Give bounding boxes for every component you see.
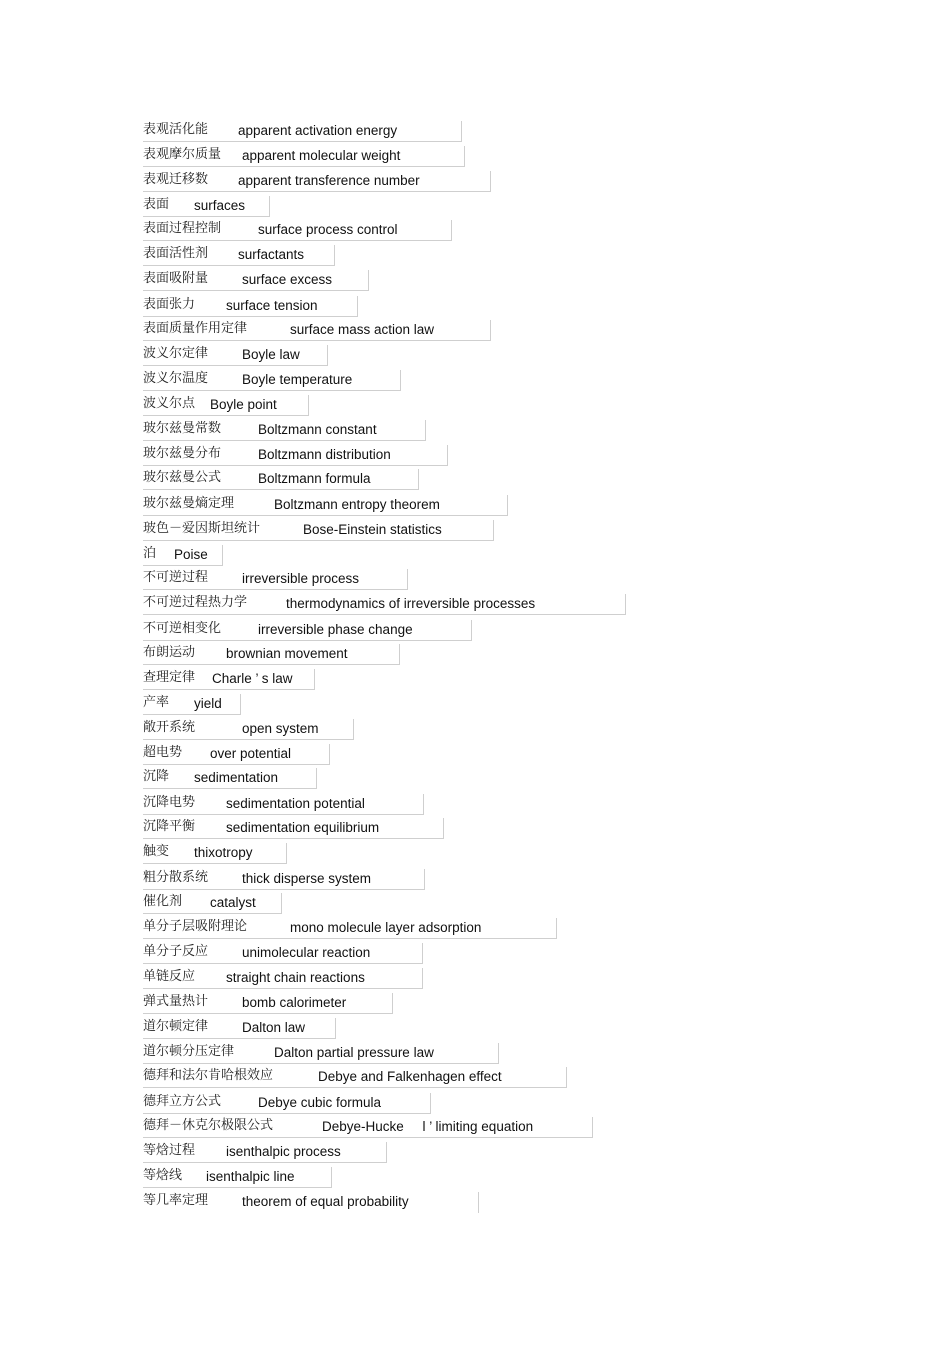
term-chinese: 玻尔兹曼分布 (143, 446, 222, 461)
term-chinese: 单分子反应 (143, 944, 209, 959)
term-chinese: 等焓线 (143, 1168, 183, 1183)
glossary-entry (143, 196, 270, 217)
term-english: apparent molecular weight (242, 148, 401, 163)
term-english: isenthalpic process (226, 1144, 341, 1159)
term-chinese: 道尔顿分压定律 (143, 1044, 235, 1059)
term-chinese: 超电势 (143, 745, 183, 760)
term-chinese: 布朗运动 (143, 645, 196, 660)
term-chinese: 玻尔兹曼熵定理 (143, 496, 235, 511)
glossary-entry (143, 694, 241, 715)
term-chinese: 波义尔定律 (143, 346, 209, 361)
glossary-entry (143, 245, 335, 266)
term-chinese: 不可逆过程 (143, 570, 209, 585)
term-english: surface process control (258, 222, 398, 237)
glossary-entry (143, 469, 419, 490)
term-english: irreversible process (242, 571, 360, 586)
term-chinese: 玻色－爱因斯坦统计 (143, 521, 261, 536)
term-english: bomb calorimeter (242, 995, 347, 1010)
glossary-entry (143, 943, 423, 964)
term-chinese: 催化剂 (143, 894, 183, 909)
term-chinese: 表观迁移数 (143, 172, 209, 187)
glossary-entry (143, 1167, 332, 1188)
glossary-entry (143, 1093, 431, 1114)
glossary-entry (143, 719, 354, 740)
term-chinese: 触变 (143, 844, 170, 859)
term-english: Boltzmann entropy theorem (274, 497, 440, 512)
term-english: Boltzmann distribution (258, 447, 391, 462)
term-english: surface mass action law (290, 322, 435, 337)
term-english: sedimentation equilibrium (226, 820, 380, 835)
glossary-entry (143, 744, 330, 765)
term-english: Charle ’ s law (212, 671, 293, 686)
glossary-entry (143, 445, 448, 466)
glossary-entry (143, 669, 315, 690)
term-chinese: 德拜和法尔肯哈根效应 (143, 1068, 274, 1083)
term-english: Debye cubic formula (258, 1095, 382, 1110)
glossary-entry (143, 644, 400, 665)
glossary-entry (143, 220, 452, 241)
term-english: apparent transference number (238, 173, 420, 188)
term-english: Dalton law (242, 1020, 306, 1035)
term-chinese: 表面 (143, 197, 170, 212)
term-chinese: 表观活化能 (143, 122, 209, 137)
glossary-entry (143, 1067, 567, 1088)
glossary-entry (143, 1142, 387, 1163)
term-english: theorem of equal probability (242, 1194, 409, 1209)
term-chinese: 等几率定理 (143, 1193, 209, 1208)
glossary-entry (143, 893, 282, 914)
glossary-entry (143, 794, 424, 815)
term-chinese: 不可逆相变化 (143, 621, 222, 636)
term-chinese: 表观摩尔质量 (143, 147, 222, 162)
glossary-entry (143, 420, 426, 441)
term-english: thick disperse system (242, 871, 372, 886)
term-chinese: 德拜－休克尔极限公式 (143, 1118, 274, 1133)
term-chinese: 泊 (143, 546, 157, 561)
term-chinese: 玻尔兹曼公式 (143, 470, 222, 485)
term-chinese: 敞开系统 (143, 720, 196, 735)
term-english: yield (194, 696, 222, 711)
glossary-entry (143, 545, 223, 566)
glossary-entry (143, 1043, 499, 1064)
term-chinese: 等焓过程 (143, 1143, 196, 1158)
term-english: Boyle point (210, 397, 277, 412)
term-chinese: 查理定律 (143, 670, 196, 685)
term-chinese: 弹式量热计 (143, 994, 209, 1009)
glossary-entry (143, 495, 508, 516)
term-english: mono molecule layer adsorption (290, 920, 482, 935)
term-chinese: 表面活性剂 (143, 246, 209, 261)
glossary-entry (143, 171, 491, 192)
glossary-entry (143, 869, 425, 890)
glossary-entry (143, 768, 317, 789)
term-english: Boltzmann formula (258, 471, 371, 486)
term-chinese: 表面质量作用定律 (143, 321, 248, 336)
glossary-entry (143, 320, 491, 341)
term-english: Bose-Einstein statistics (303, 522, 442, 537)
term-chinese: 产率 (143, 695, 170, 710)
term-english: thixotropy (194, 845, 253, 860)
term-english: Dalton partial pressure law (274, 1045, 434, 1060)
term-english: thermodynamics of irreversible processes (286, 596, 536, 611)
glossary-entry (143, 620, 472, 641)
term-english: unimolecular reaction (242, 945, 371, 960)
term-english: open system (242, 721, 319, 736)
term-english: Boyle temperature (242, 372, 353, 387)
glossary-entry (143, 569, 408, 590)
term-english: Boltzmann constant (258, 422, 377, 437)
term-english: Poise (174, 547, 208, 562)
term-chinese: 德拜立方公式 (143, 1094, 222, 1109)
term-chinese: 沉降 (143, 769, 170, 784)
term-chinese: 表面吸附量 (143, 271, 209, 286)
term-chinese: 波义尔点 (143, 396, 196, 411)
term-english: catalyst (210, 895, 256, 910)
term-english: surface tension (226, 298, 318, 313)
glossary-entry (143, 345, 328, 366)
term-english: over potential (210, 746, 292, 761)
term-english: surface excess (242, 272, 333, 287)
glossary-entry (143, 818, 444, 839)
term-english: sedimentation potential (226, 796, 365, 811)
term-english: brownian movement (226, 646, 348, 661)
glossary-entry (143, 843, 287, 864)
glossary-entry (143, 395, 309, 416)
term-english: surfaces (194, 198, 246, 213)
glossary-entry (143, 918, 557, 939)
term-chinese: 沉降电势 (143, 795, 196, 810)
term-english: Debye and Falkenhagen effect (318, 1069, 502, 1084)
term-english: straight chain reactions (226, 970, 365, 985)
glossary-entry (143, 270, 369, 291)
glossary-entry (143, 146, 465, 167)
term-chinese: 单链反应 (143, 969, 196, 984)
term-chinese: 不可逆过程热力学 (143, 595, 248, 610)
glossary-entry (143, 594, 626, 615)
term-chinese: 沉降平衡 (143, 819, 196, 834)
term-chinese: 道尔顿定律 (143, 1019, 209, 1034)
glossary-entry (143, 968, 423, 989)
term-chinese: 波义尔温度 (143, 371, 209, 386)
term-chinese: 玻尔兹曼常数 (143, 421, 222, 436)
glossary-entry (143, 296, 358, 317)
term-english: Debye-Hucke l ’ limiting equation (322, 1119, 534, 1134)
term-chinese: 表面过程控制 (143, 221, 222, 236)
glossary-entry (143, 1192, 479, 1213)
glossary-entry (143, 121, 462, 142)
term-english: irreversible phase change (258, 622, 413, 637)
glossary-entry (143, 370, 401, 391)
term-english: apparent activation energy (238, 123, 398, 138)
term-english: surfactants (238, 247, 305, 262)
glossary-entry (143, 1117, 593, 1138)
term-chinese: 粗分散系统 (143, 870, 209, 885)
glossary-entry (143, 520, 494, 541)
glossary-entry (143, 993, 393, 1014)
term-english: sedimentation (194, 770, 279, 785)
term-chinese: 单分子层吸附理论 (143, 919, 248, 934)
term-chinese: 表面张力 (143, 297, 196, 312)
glossary-entry (143, 1018, 336, 1039)
term-english: Boyle law (242, 347, 300, 362)
term-english: isenthalpic line (206, 1169, 295, 1184)
